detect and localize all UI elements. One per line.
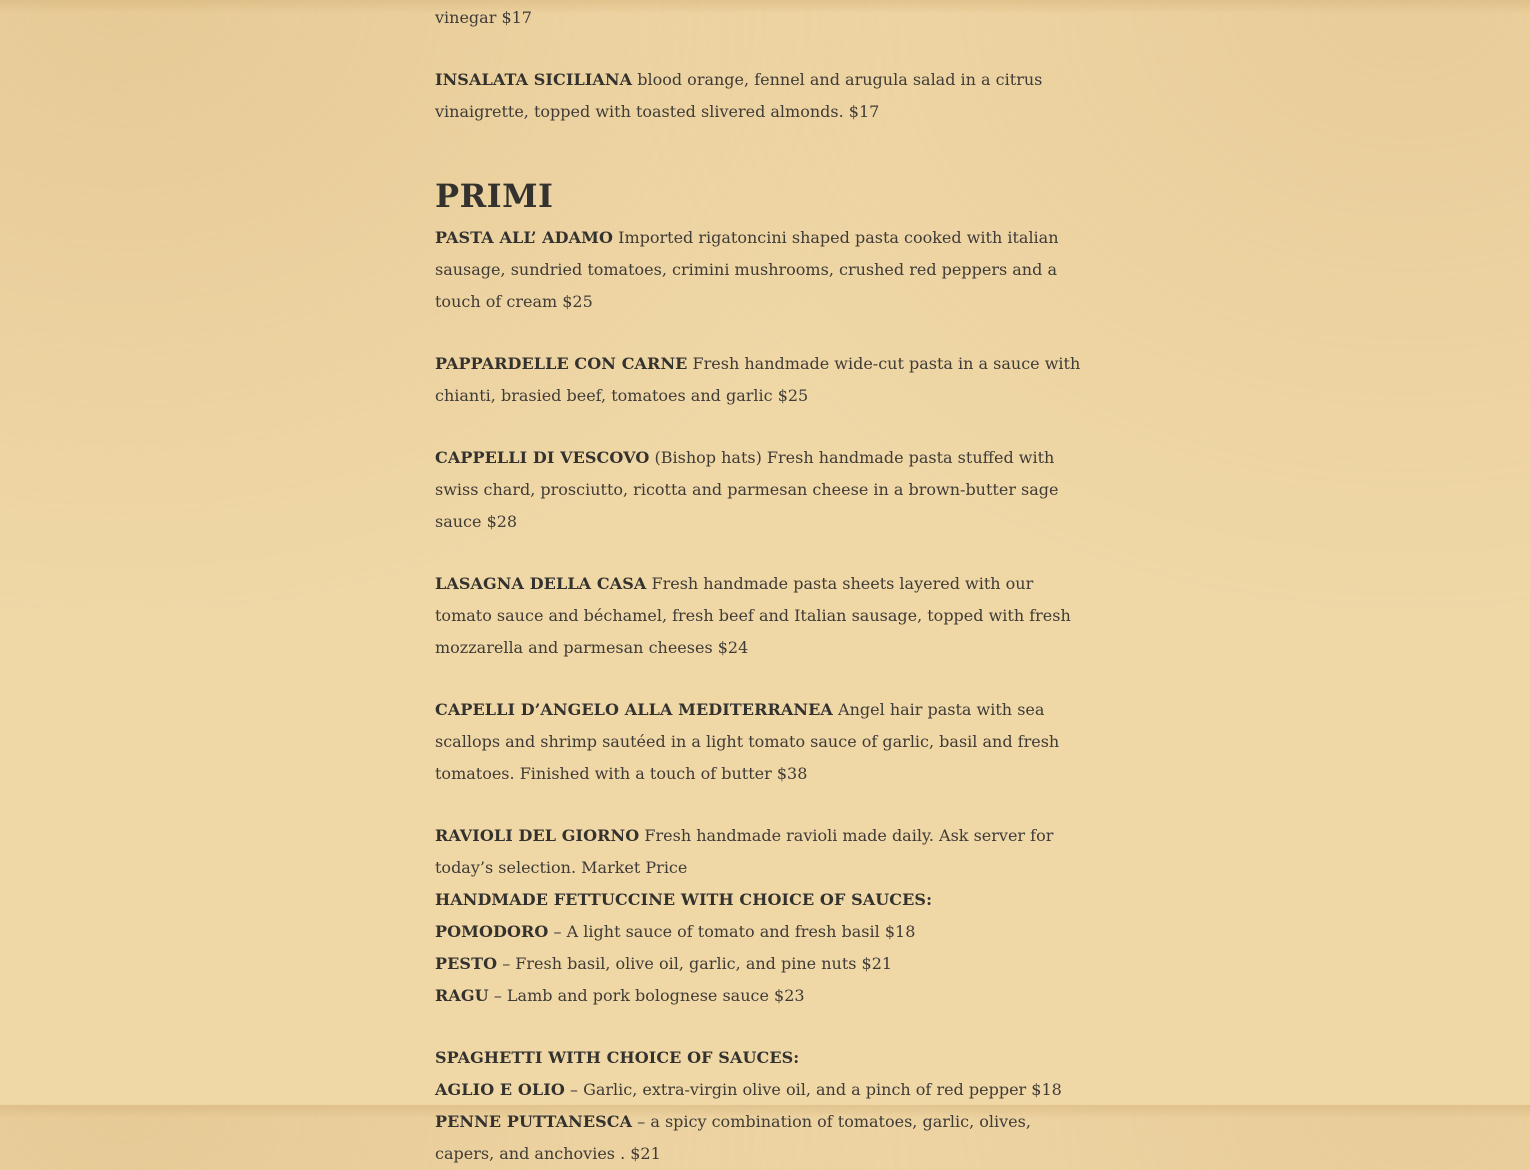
spacer <box>435 538 1095 568</box>
spacer <box>435 664 1095 694</box>
fettuccine-heading <box>435 884 1095 916</box>
sauce-item-ragu <box>435 980 1095 1012</box>
menu-item-ravioli-del-giorno <box>435 820 1095 884</box>
menu-item-name: CAPPELLI DI VESCOVO <box>435 448 650 467</box>
menu-item-lasagna-della-casa <box>435 568 1095 664</box>
menu-item-description: Angel hair pasta with sea scallops and shrimp sautéed in a light tomato sauce of garlic, basil and fresh tomatoes. Finished with a touch of butter $38 <box>435 700 1060 783</box>
menu-subheading: HANDMADE FETTUCCINE WITH CHOICE OF SAUCES: <box>435 890 933 909</box>
sauce-name: POMODORO <box>435 922 549 941</box>
menu-item-pasta-all-adamo <box>435 222 1095 318</box>
menu-content <box>435 2 1095 1170</box>
sauce-name: AGLIO E OLIO <box>435 1080 565 1099</box>
menu-item-name: INSALATA SICILIANA <box>435 70 633 89</box>
menu-item-name: LASAGNA DELLA CASA <box>435 574 647 593</box>
sauce-item-pesto <box>435 948 1095 980</box>
menu-item-name: CAPELLI D’ANGELO ALLA MEDITERRANEA <box>435 700 833 719</box>
spacer <box>435 790 1095 820</box>
menu-item-insalata-siciliana <box>435 64 1095 128</box>
sauce-description: – a spicy combination of tomatoes, garlic, olives, capers, and anchovies . $21 <box>435 1112 1031 1163</box>
menu-item-name: PAPPARDELLE CON CARNE <box>435 354 688 373</box>
sauce-name: PESTO <box>435 954 498 973</box>
sauce-item-pomodoro <box>435 916 1095 948</box>
sauce-description: – A light sauce of tomato and fresh basil $18 <box>548 922 916 941</box>
menu-item-partial <box>435 2 1095 34</box>
menu-subheading: SPAGHETTI WITH CHOICE OF SAUCES: <box>435 1048 800 1067</box>
section-title-primi: PRIMI <box>435 177 554 215</box>
spacer <box>435 128 1095 168</box>
menu-item-description: Fresh handmade ravioli made daily. Ask server for today’s selection. Market Price <box>435 826 1054 877</box>
spacer <box>435 318 1095 348</box>
menu-item-description: Imported rigatoncini shaped pasta cooked with italian sausage, sundried tomatoes, crimini mushrooms, crushed red peppers and a touch of cream $25 <box>435 228 1059 311</box>
sauce-description: – Garlic, extra-virgin olive oil, and a pinch of red pepper $18 <box>564 1080 1062 1099</box>
menu-item-name: PASTA ALL’ ADAMO <box>435 228 614 247</box>
menu-item-pappardelle-con-carne <box>435 348 1095 412</box>
spaghetti-heading <box>435 1042 1095 1074</box>
sauce-name: PENNE PUTTANESCA <box>435 1112 633 1131</box>
sauce-name: RAGU <box>435 986 489 1005</box>
sauce-item-aglio-e-olio <box>435 1074 1095 1106</box>
menu-item-name: RAVIOLI DEL GIORNO <box>435 826 640 845</box>
sauce-item-penne-puttanesca <box>435 1106 1095 1170</box>
menu-item-description: vinegar $17 <box>435 8 532 27</box>
menu-item-capelli-dangelo <box>435 694 1095 790</box>
menu-item-description: blood orange, fennel and arugula salad in a citrus vinaigrette, topped with toasted slivered almonds. $17 <box>435 70 1043 121</box>
menu-item-cappelli-di-vescovo <box>435 442 1095 538</box>
spacer <box>435 1012 1095 1042</box>
menu-item-description: Fresh handmade wide-cut pasta in a sauce with chianti, brasied beef, tomatoes and garlic $25 <box>435 354 1081 405</box>
spacer <box>435 34 1095 64</box>
menu-item-description: Fresh handmade pasta sheets layered with our tomato sauce and béchamel, fresh beef and Italian sausage, topped with fresh mozzarella and parmesan cheeses $24 <box>435 574 1071 657</box>
sauce-description: – Lamb and pork bolognese sauce $23 <box>488 986 805 1005</box>
menu-item-description: (Bishop hats) Fresh handmade pasta stuffed with swiss chard, prosciutto, ricotta and parmesan cheese in a brown-butter sage sauce $28 <box>435 448 1059 531</box>
spacer <box>435 412 1095 442</box>
sauce-description: – Fresh basil, olive oil, garlic, and pine nuts $21 <box>497 954 893 973</box>
